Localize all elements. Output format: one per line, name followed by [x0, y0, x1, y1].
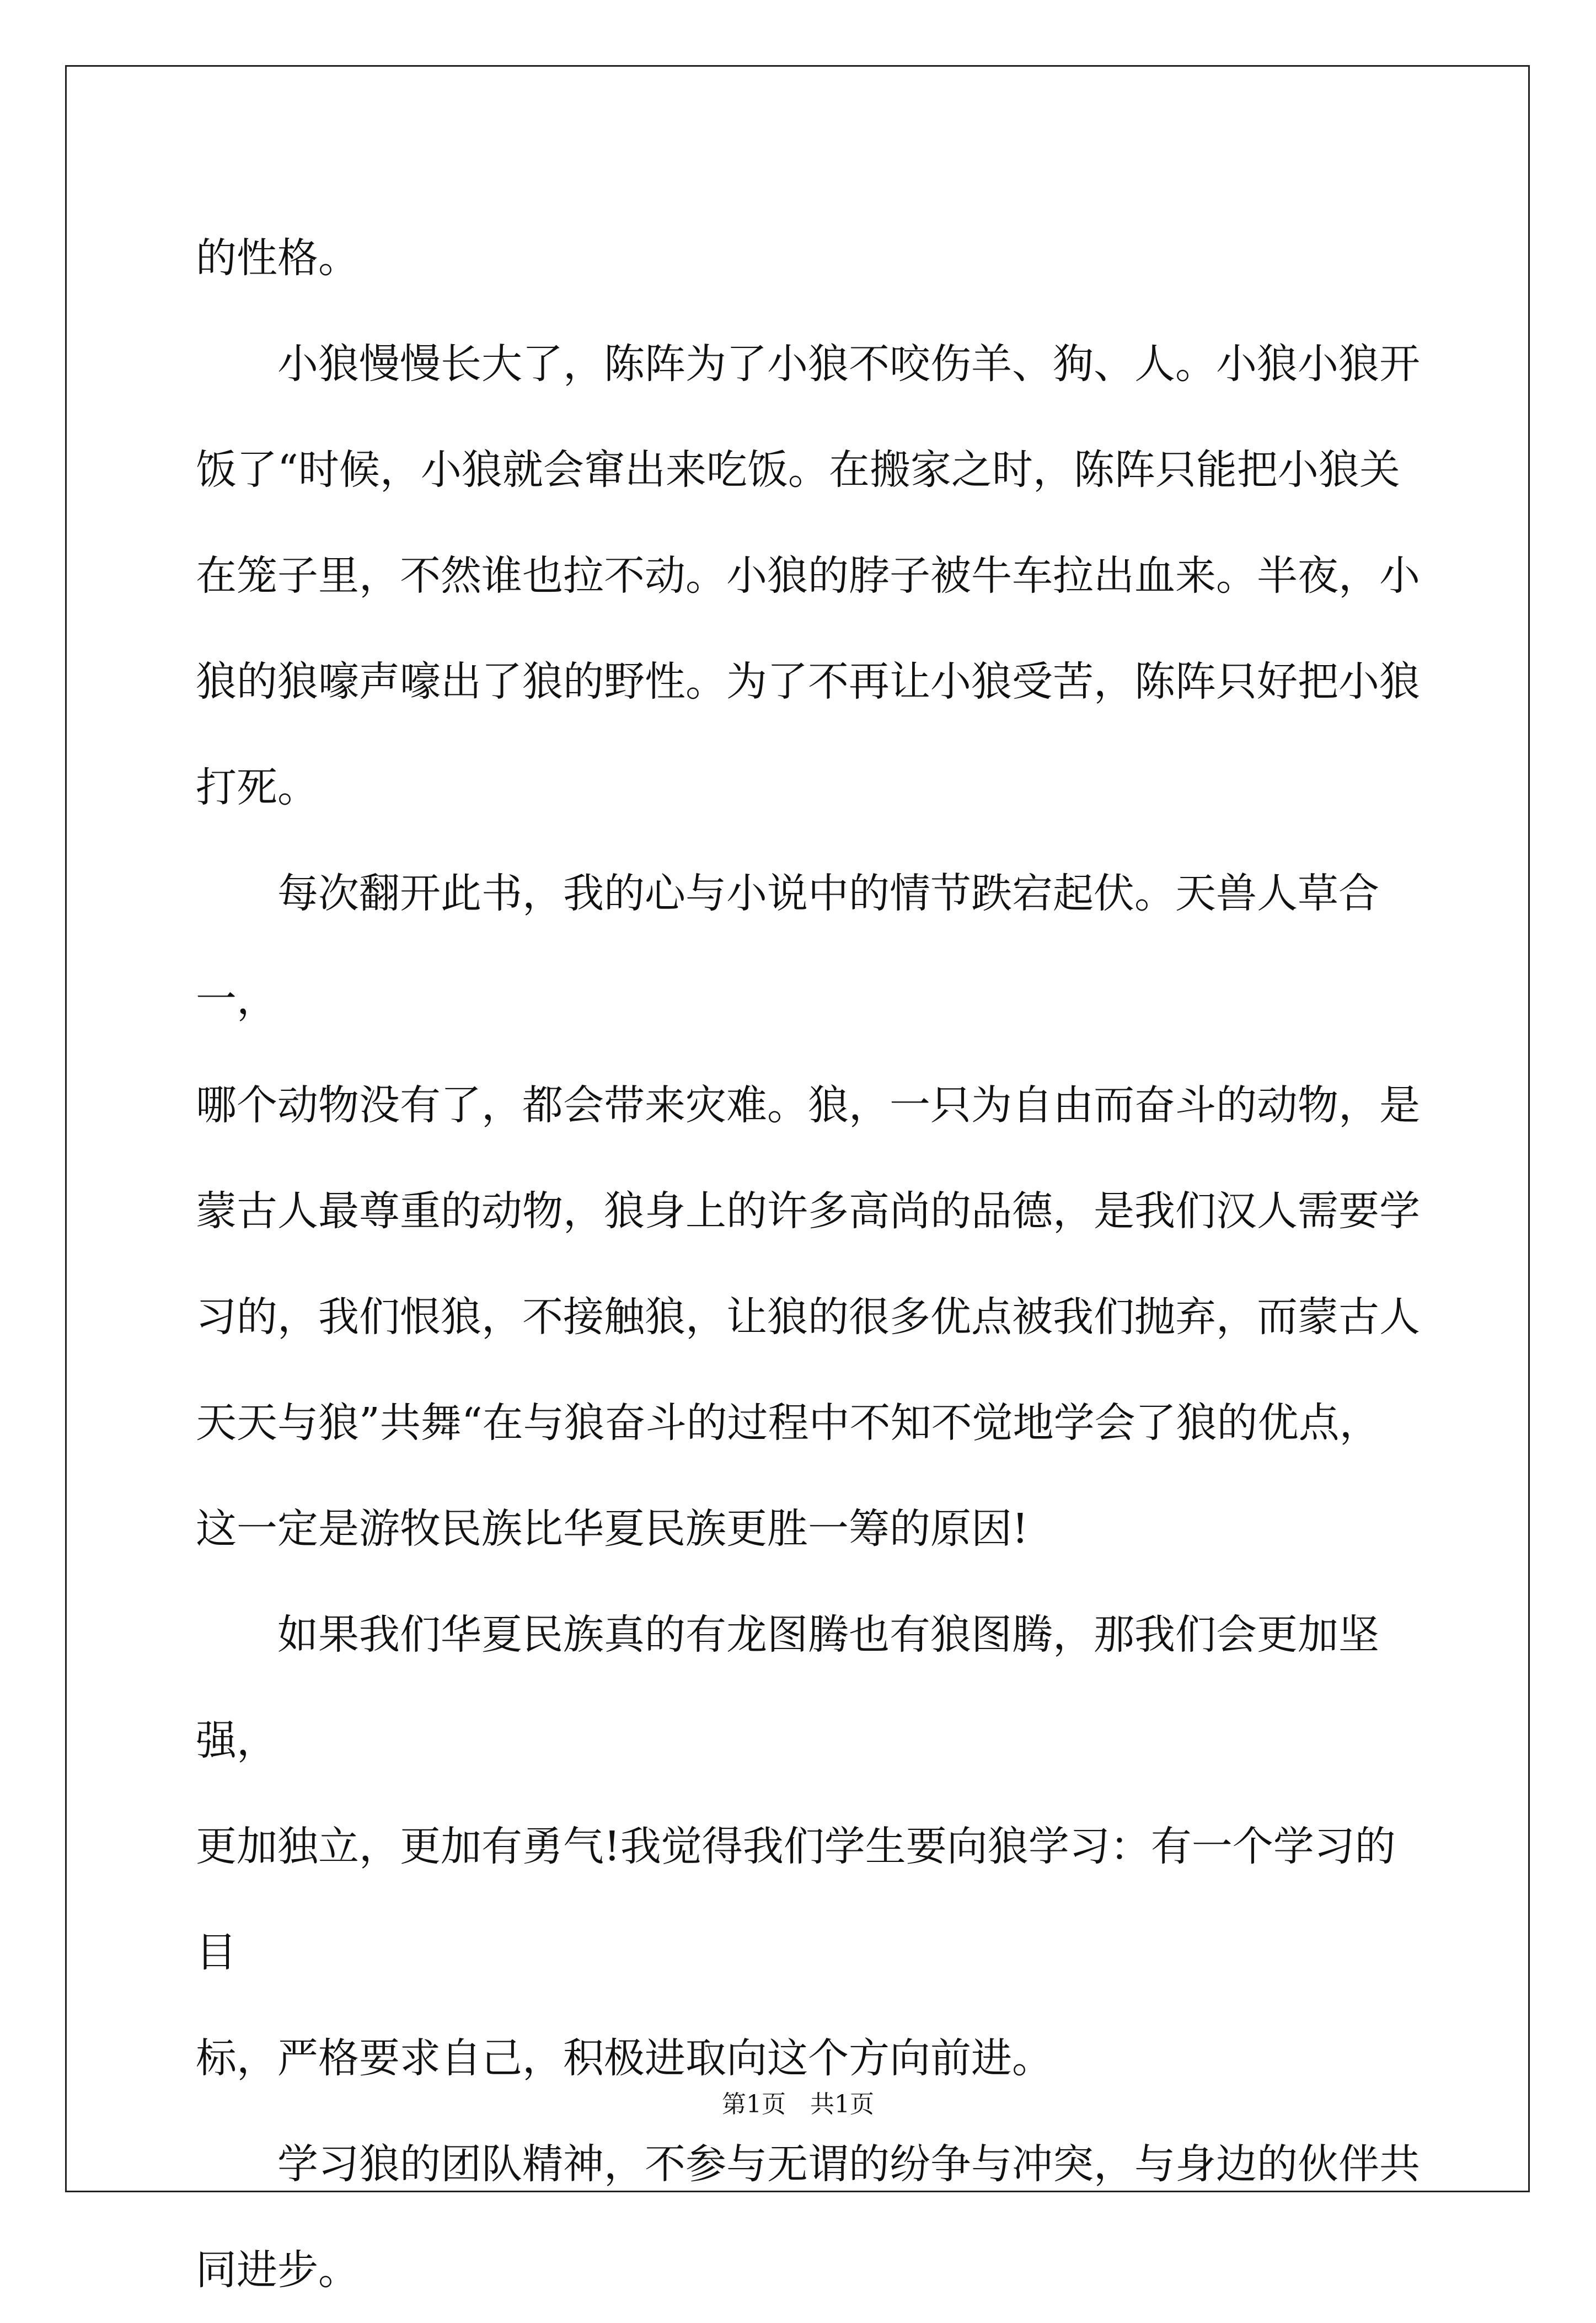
- text-line: 每次翻开此书，我的心与小说中的情节跌宕起伏。天兽人草合一，: [196, 870, 1379, 1023]
- paragraph-5: [196, 2111, 1420, 2323]
- paragraph-4: [196, 1582, 1420, 2111]
- page-number-footer: 第1页 共1页: [722, 2090, 874, 2118]
- text-line: 更加独立，更加有勇气!我觉得我们学生要向狼学习：有一个学习的目: [196, 1823, 1396, 1976]
- text-line: 打死。: [196, 764, 318, 811]
- paragraph-1: [196, 205, 1420, 311]
- text-line: 学习狼的团队精神，不参与无谓的纷争与冲突，与身边的伙伴共: [277, 2140, 1420, 2188]
- text-line: 标，严格要求自己，积极进取向这个方向前进。: [196, 2035, 1053, 2082]
- paragraph-2: [196, 311, 1420, 841]
- text-line: 的性格。: [196, 234, 359, 282]
- text-line: 习的，我们恨狼，不接触狼，让狼的很多优点被我们抛弃，而蒙古人: [196, 1293, 1420, 1341]
- text-line: 哪个动物没有了，都会带来灾难。狼，一只为自由而奋斗的动物，是: [196, 1082, 1420, 1129]
- paragraph-3: [196, 841, 1420, 1582]
- text-line: 狼的狼嚎声嚎出了狼的野性。为了不再让小狼受苦，陈阵只好把小狼: [196, 658, 1420, 705]
- text-line: 这一定是游牧民族比华夏民族更胜一筹的原因!: [196, 1505, 1029, 1553]
- text-line: 天天与狼”共舞“在与狼奋斗的过程中不知不觉地学会了狼的优点，: [196, 1399, 1380, 1447]
- text-line: 饭了“时候，小狼就会窜出来吃饭。在搬家之时，陈阵只能把小狼关: [196, 446, 1400, 494]
- document-body: [196, 205, 1420, 2323]
- text-line: 小狼慢慢长大了，陈阵为了小狼不咬伤羊、狗、人。小狼小狼开: [277, 340, 1420, 388]
- text-line: 同进步。: [196, 2246, 359, 2294]
- text-line: 蒙古人最尊重的动物，狼身上的许多高尚的品德，是我们汉人需要学: [196, 1187, 1420, 1235]
- text-line: 如果我们华夏民族真的有龙图腾也有狼图腾，那我们会更加坚强，: [196, 1611, 1379, 1764]
- text-line: 在笼子里，不然谁也拉不动。小狼的脖子被牛车拉出血来。半夜，小: [196, 552, 1420, 600]
